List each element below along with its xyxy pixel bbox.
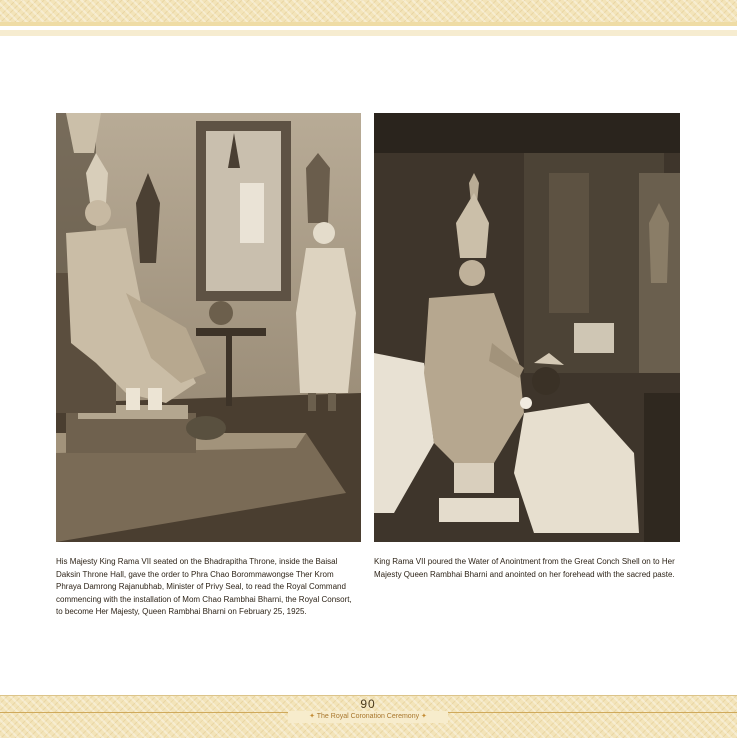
top-decorative-band xyxy=(0,0,737,23)
top-border-strip xyxy=(0,30,737,36)
footer-title xyxy=(288,711,448,723)
photo-anointment-image xyxy=(374,113,680,542)
photo-king-on-throne xyxy=(56,113,361,542)
page-number: 90 xyxy=(360,697,376,711)
caption-right: King Rama VII poured the Water of Anointment from the Great Conch Shell on to Her Majesty Queen Rambhai Bharni and anointed on her forehead with the sacred paste. xyxy=(374,557,675,579)
caption-left: His Majesty King Rama VII seated on the Bhadrapitha Throne, inside the Baisal Daksin Throne Hall, gave the order to Phra Chao Borommawongse Ther Krom Phraya Damrong Rajanubhab, Minister of Privy Seal, to read the Royal Command commencing with the installation of Mom Chao Rambhai Bharni, the Royal Consort, to become Her Majesty, Queen Rambhai Bharni on February 25, 1925. xyxy=(56,557,352,616)
star-icon: ✦ xyxy=(421,713,427,720)
footer-title-text: The Royal Coronation Ceremony xyxy=(316,713,420,720)
top-border-line xyxy=(0,22,737,26)
photo-anointment xyxy=(374,113,680,542)
photo-king-on-throne-image xyxy=(56,113,361,542)
star-icon: ✦ xyxy=(309,713,315,720)
